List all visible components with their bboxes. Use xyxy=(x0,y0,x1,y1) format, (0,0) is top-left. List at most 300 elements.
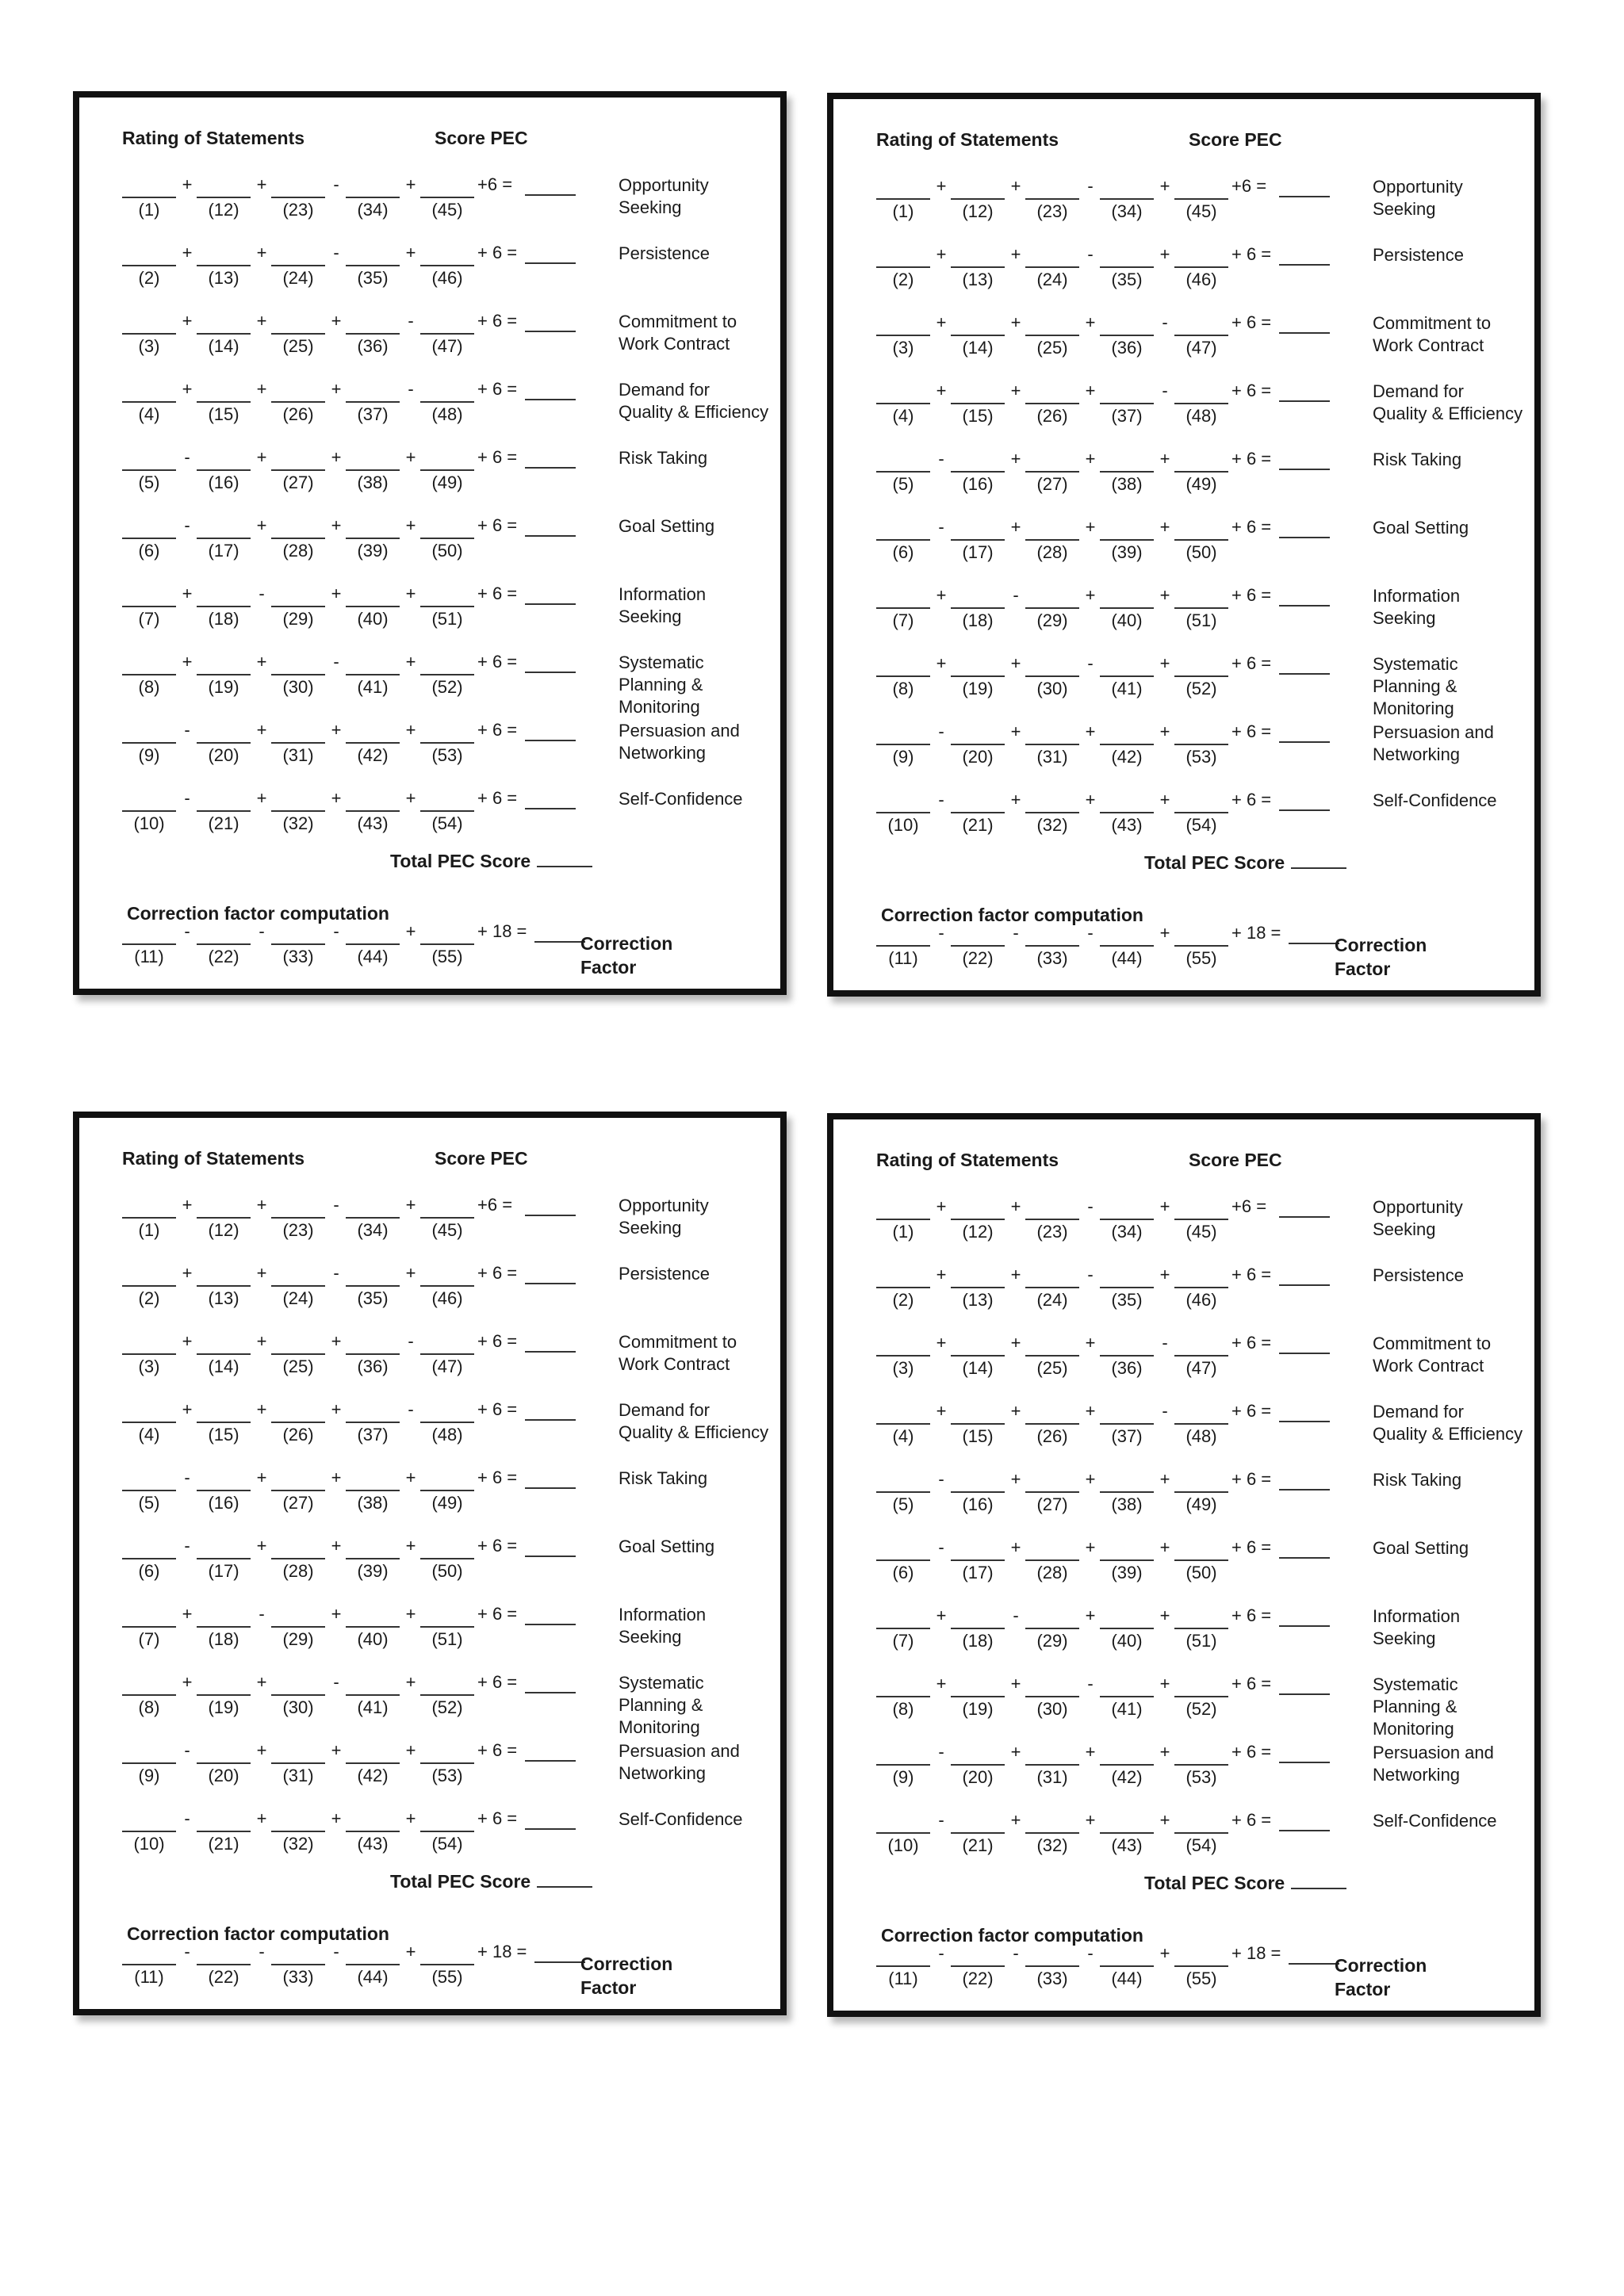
rating-blank-line[interactable] xyxy=(346,1762,400,1764)
rating-blank-line[interactable] xyxy=(1100,335,1154,336)
rating-blank-line[interactable] xyxy=(122,1694,176,1696)
rating-blank-line[interactable] xyxy=(1025,1423,1079,1425)
pec-score-blank[interactable] xyxy=(1279,673,1330,675)
rating-blank-line[interactable] xyxy=(1025,335,1079,336)
rating-blank-line[interactable] xyxy=(420,1762,474,1764)
statement-number: (30) xyxy=(1036,679,1068,698)
rating-blank-line[interactable] xyxy=(122,1353,176,1355)
rating-blank-line[interactable] xyxy=(876,1832,930,1834)
total-pec-score-blank[interactable] xyxy=(537,1872,592,1888)
statement-number: (42) xyxy=(1111,1767,1143,1787)
rating-blank-line[interactable] xyxy=(197,1490,251,1491)
rating-blank-line[interactable] xyxy=(346,1558,400,1559)
rating-blank-line[interactable] xyxy=(1174,266,1228,268)
pec-score-blank[interactable] xyxy=(525,740,576,741)
rating-blank-line[interactable] xyxy=(271,1285,325,1287)
rating-blank-line[interactable] xyxy=(876,539,930,541)
statement-number: (53) xyxy=(1185,1767,1217,1787)
pec-score-blank[interactable] xyxy=(525,672,576,673)
rating-blank-line[interactable] xyxy=(197,1558,251,1559)
rating-blank-line[interactable] xyxy=(951,1965,1005,1967)
rating-blank-line[interactable] xyxy=(951,1287,1005,1288)
rating-blank-line[interactable] xyxy=(197,606,251,607)
rating-blank-line[interactable] xyxy=(122,401,176,403)
rating-blank-line[interactable] xyxy=(951,1219,1005,1220)
pec-score-blank[interactable] xyxy=(525,331,576,332)
rating-blank-line[interactable] xyxy=(876,1696,930,1697)
rating-blank-line[interactable] xyxy=(1025,675,1079,677)
rating-blank-line[interactable] xyxy=(951,1696,1005,1697)
rating-blank-line[interactable] xyxy=(1025,1696,1079,1697)
rating-blank-line[interactable] xyxy=(876,335,930,336)
rating-blank-line[interactable] xyxy=(1174,1219,1228,1220)
rating-blank-line[interactable] xyxy=(951,1355,1005,1357)
pec-score-blank[interactable] xyxy=(1279,1762,1330,1763)
rating-blank-line[interactable] xyxy=(951,471,1005,473)
rating-blank-line[interactable] xyxy=(420,469,474,471)
rating-blank-line[interactable] xyxy=(346,810,400,812)
operator-sign: - xyxy=(408,1331,414,1351)
correction-factor-blank[interactable] xyxy=(1289,943,1339,944)
rating-blank-line[interactable] xyxy=(1174,744,1228,745)
statement-number: (9) xyxy=(138,745,160,765)
pec-score-blank[interactable] xyxy=(1279,332,1330,334)
rating-blank-line[interactable] xyxy=(951,1423,1005,1425)
rating-blank-line[interactable] xyxy=(1025,1287,1079,1288)
rating-blank-line[interactable] xyxy=(197,401,251,403)
pec-score-blank[interactable] xyxy=(525,1487,576,1489)
competency-label-line: Information xyxy=(619,1605,707,1624)
rating-blank-line[interactable] xyxy=(1025,1559,1079,1561)
rating-blank-line[interactable] xyxy=(1174,812,1228,813)
rating-blank-line[interactable] xyxy=(197,538,251,539)
rating-blank-line[interactable] xyxy=(1174,1491,1228,1493)
rating-blank-line[interactable] xyxy=(951,539,1005,541)
rating-blank-line[interactable] xyxy=(197,197,251,198)
rating-blank-line[interactable] xyxy=(346,1353,400,1355)
rating-blank-line[interactable] xyxy=(876,1423,930,1425)
rating-blank-line[interactable] xyxy=(197,943,251,945)
rating-blank-line[interactable] xyxy=(876,471,930,473)
pec-score-blank[interactable] xyxy=(525,262,576,264)
rating-blank-line[interactable] xyxy=(1100,403,1154,404)
rating-blank-line[interactable] xyxy=(197,265,251,266)
rating-blank-line[interactable] xyxy=(1100,812,1154,813)
rating-blank-line[interactable] xyxy=(197,1762,251,1764)
rating-blank-line[interactable] xyxy=(346,1694,400,1696)
rating-blank-line[interactable] xyxy=(346,1831,400,1832)
rating-blank-line[interactable] xyxy=(876,403,930,404)
rating-blank-line[interactable] xyxy=(271,1626,325,1628)
pec-score-blank[interactable] xyxy=(525,1692,576,1693)
pec-score-blank[interactable] xyxy=(525,1556,576,1557)
rating-blank-line[interactable] xyxy=(346,1422,400,1423)
constant-addend: + 6 = xyxy=(477,379,518,399)
rating-blank-line[interactable] xyxy=(420,333,474,335)
rating-blank-line[interactable] xyxy=(197,1694,251,1696)
rating-blank-line[interactable] xyxy=(420,606,474,607)
rating-blank-line[interactable] xyxy=(951,675,1005,677)
rating-blank-line[interactable] xyxy=(951,1491,1005,1493)
pec-score-blank[interactable] xyxy=(1279,809,1330,811)
rating-blank-line[interactable] xyxy=(346,1490,400,1491)
operator-sign: + xyxy=(256,1672,267,1692)
rating-blank-line[interactable] xyxy=(1025,1491,1079,1493)
rating-blank-line[interactable] xyxy=(271,265,325,266)
rating-blank-line[interactable] xyxy=(1025,198,1079,200)
pec-score-blank[interactable] xyxy=(1279,1489,1330,1490)
rating-blank-line[interactable] xyxy=(420,1964,474,1965)
rating-blank-line[interactable] xyxy=(1174,1696,1228,1697)
rating-blank-line[interactable] xyxy=(122,538,176,539)
pec-score-blank[interactable] xyxy=(525,1760,576,1762)
total-pec-score-blank[interactable] xyxy=(1291,1873,1346,1889)
rating-blank-line[interactable] xyxy=(420,943,474,945)
rating-blank-line[interactable] xyxy=(122,943,176,945)
rating-blank-line[interactable] xyxy=(1100,1696,1154,1697)
rating-blank-line[interactable] xyxy=(122,810,176,812)
rating-blank-line[interactable] xyxy=(951,1764,1005,1766)
pec-score-blank[interactable] xyxy=(525,194,576,196)
score-formula-row xyxy=(122,1327,788,1383)
rating-blank-line[interactable] xyxy=(346,1626,400,1628)
statement-number: (43) xyxy=(357,1834,389,1854)
rating-blank-line[interactable] xyxy=(420,1831,474,1832)
rating-blank-line[interactable] xyxy=(346,943,400,945)
rating-blank-line[interactable] xyxy=(1100,675,1154,677)
rating-blank-line[interactable] xyxy=(1025,1965,1079,1967)
rating-blank-line[interactable] xyxy=(420,1422,474,1423)
rating-blank-line[interactable] xyxy=(197,1353,251,1355)
rating-blank-line[interactable] xyxy=(1174,1628,1228,1629)
pec-score-blank[interactable] xyxy=(1279,605,1330,607)
rating-blank-line[interactable] xyxy=(122,1964,176,1965)
rating-blank-line[interactable] xyxy=(1025,607,1079,609)
rating-blank-line[interactable] xyxy=(197,1217,251,1219)
rating-blank-line[interactable] xyxy=(420,742,474,744)
rating-blank-line[interactable] xyxy=(271,1490,325,1491)
rating-blank-line[interactable] xyxy=(271,606,325,607)
rating-blank-line[interactable] xyxy=(420,674,474,675)
rating-blank-line[interactable] xyxy=(1174,1287,1228,1288)
rating-blank-line[interactable] xyxy=(951,607,1005,609)
rating-blank-line[interactable] xyxy=(1100,1491,1154,1493)
total-pec-score-blank[interactable] xyxy=(537,851,592,867)
correction-factor-blank[interactable] xyxy=(534,1961,585,1963)
competency-label-line: Persuasion and xyxy=(1373,722,1494,742)
correction-factor-blank[interactable] xyxy=(1289,1963,1339,1965)
pec-score-blank[interactable] xyxy=(525,535,576,537)
rating-blank-line[interactable] xyxy=(876,812,930,813)
pec-score-blank[interactable] xyxy=(1279,1421,1330,1422)
rating-blank-line[interactable] xyxy=(951,945,1005,947)
rating-blank-line[interactable] xyxy=(1174,1764,1228,1766)
rating-blank-line[interactable] xyxy=(346,538,400,539)
pec-score-blank[interactable] xyxy=(1279,1216,1330,1218)
rating-blank-line[interactable] xyxy=(1100,1764,1154,1766)
rating-blank-line[interactable] xyxy=(271,401,325,403)
pec-score-blank[interactable] xyxy=(525,1828,576,1830)
rating-blank-line[interactable] xyxy=(420,197,474,198)
rating-blank-line[interactable] xyxy=(1100,1832,1154,1834)
rating-blank-line[interactable] xyxy=(271,538,325,539)
rating-blank-line[interactable] xyxy=(271,333,325,335)
rating-blank-line[interactable] xyxy=(1174,1355,1228,1357)
pec-score-blank[interactable] xyxy=(1279,1625,1330,1627)
rating-blank-line[interactable] xyxy=(271,1762,325,1764)
rating-blank-line[interactable] xyxy=(271,810,325,812)
rating-blank-line[interactable] xyxy=(420,1490,474,1491)
rating-blank-line[interactable] xyxy=(197,469,251,471)
rating-blank-line[interactable] xyxy=(197,1831,251,1832)
rating-blank-line[interactable] xyxy=(876,1628,930,1629)
pec-score-blank[interactable] xyxy=(1279,1830,1330,1831)
operator-sign: - xyxy=(184,447,190,467)
pec-score-blank[interactable] xyxy=(525,1283,576,1284)
rating-blank-line[interactable] xyxy=(197,333,251,335)
rating-blank-line[interactable] xyxy=(876,607,930,609)
rating-blank-line[interactable] xyxy=(346,674,400,675)
rating-blank-line[interactable] xyxy=(1100,607,1154,609)
rating-blank-line[interactable] xyxy=(951,403,1005,404)
correction-factor-label xyxy=(1335,933,1427,981)
pec-score-blank[interactable] xyxy=(525,467,576,469)
operator-sign: - xyxy=(184,1808,190,1828)
competency-label-line: Self-Confidence xyxy=(619,1809,743,1829)
pec-score-blank[interactable] xyxy=(1279,741,1330,743)
rating-blank-line[interactable] xyxy=(346,742,400,744)
operator-sign: + xyxy=(182,1195,193,1215)
rating-blank-line[interactable] xyxy=(271,1694,325,1696)
rating-blank-line[interactable] xyxy=(122,1831,176,1832)
pec-score-blank[interactable] xyxy=(1279,1557,1330,1559)
rating-blank-line[interactable] xyxy=(420,401,474,403)
rating-blank-line[interactable] xyxy=(122,197,176,198)
rating-blank-line[interactable] xyxy=(197,674,251,675)
rating-blank-line[interactable] xyxy=(876,1764,930,1766)
rating-blank-line[interactable] xyxy=(346,469,400,471)
rating-blank-line[interactable] xyxy=(122,1285,176,1287)
rating-blank-line[interactable] xyxy=(1025,812,1079,813)
rating-blank-line[interactable] xyxy=(1174,471,1228,473)
rating-blank-line[interactable] xyxy=(1174,607,1228,609)
operator-sign: + xyxy=(331,1331,342,1351)
rating-blank-line[interactable] xyxy=(1100,1219,1154,1220)
pec-score-blank[interactable] xyxy=(525,1624,576,1625)
rating-blank-line[interactable] xyxy=(1100,1965,1154,1967)
rating-blank-line[interactable] xyxy=(122,265,176,266)
correction-factor-label-line: Correction xyxy=(580,933,673,954)
rating-blank-line[interactable] xyxy=(951,335,1005,336)
rating-blank-line[interactable] xyxy=(420,1558,474,1559)
constant-addend: + 6 = xyxy=(1231,1265,1272,1284)
rating-blank-line[interactable] xyxy=(420,810,474,812)
score-formula-row xyxy=(876,649,1542,718)
rating-blank-line[interactable] xyxy=(1025,266,1079,268)
rating-blank-line[interactable] xyxy=(1174,1832,1228,1834)
rating-blank-line[interactable] xyxy=(1100,1287,1154,1288)
rating-blank-line[interactable] xyxy=(951,198,1005,200)
rating-blank-line[interactable] xyxy=(1100,744,1154,745)
pec-score-blank[interactable] xyxy=(525,1215,576,1216)
rating-blank-line[interactable] xyxy=(271,674,325,675)
pec-competency-label xyxy=(619,1536,714,1558)
rating-blank-line[interactable] xyxy=(122,674,176,675)
statement-number: (38) xyxy=(357,1493,389,1513)
rating-blank-line[interactable] xyxy=(1174,945,1228,947)
rating-blank-line[interactable] xyxy=(876,266,930,268)
rating-blank-line[interactable] xyxy=(876,744,930,745)
pec-score-blank[interactable] xyxy=(525,399,576,400)
rating-blank-line[interactable] xyxy=(122,1762,176,1764)
correction-factor-label-line: Correction xyxy=(1335,1955,1427,1976)
rating-blank-line[interactable] xyxy=(1025,744,1079,745)
rating-blank-line[interactable] xyxy=(271,1217,325,1219)
statement-number: (47) xyxy=(431,1357,463,1376)
rating-blank-line[interactable] xyxy=(346,1964,400,1965)
pec-score-blank[interactable] xyxy=(1279,537,1330,538)
rating-blank-line[interactable] xyxy=(271,1422,325,1423)
rating-blank-line[interactable] xyxy=(1025,1764,1079,1766)
rating-blank-line[interactable] xyxy=(420,538,474,539)
statement-number: (17) xyxy=(208,1561,239,1581)
rating-blank-line[interactable] xyxy=(1100,1559,1154,1561)
rating-blank-line[interactable] xyxy=(876,198,930,200)
rating-blank-line[interactable] xyxy=(1025,1219,1079,1220)
rating-blank-line[interactable] xyxy=(876,1355,930,1357)
pec-score-blank[interactable] xyxy=(1279,196,1330,197)
pec-score-blank[interactable] xyxy=(1279,1353,1330,1354)
rating-blank-line[interactable] xyxy=(876,1287,930,1288)
rating-blank-line[interactable] xyxy=(951,744,1005,745)
rating-blank-line[interactable] xyxy=(197,1964,251,1965)
constant-addend: +6 = xyxy=(1231,1196,1267,1216)
total-pec-score-blank[interactable] xyxy=(1291,853,1346,869)
rating-blank-line[interactable] xyxy=(951,1559,1005,1561)
rating-blank-line[interactable] xyxy=(951,266,1005,268)
rating-blank-line[interactable] xyxy=(1100,266,1154,268)
rating-blank-line[interactable] xyxy=(420,1626,474,1628)
operator-sign: + xyxy=(1159,244,1170,264)
rating-blank-line[interactable] xyxy=(1100,945,1154,947)
pec-score-blank[interactable] xyxy=(1279,400,1330,402)
correction-factor-blank[interactable] xyxy=(534,941,585,943)
rating-blank-line[interactable] xyxy=(271,943,325,945)
rating-blank-line[interactable] xyxy=(951,812,1005,813)
rating-blank-line[interactable] xyxy=(1174,335,1228,336)
rating-blank-line[interactable] xyxy=(876,945,930,947)
rating-blank-line[interactable] xyxy=(420,1217,474,1219)
rating-blank-line[interactable] xyxy=(876,1965,930,1967)
competency-label-line: Planning & Monitoring xyxy=(1373,676,1457,718)
pec-score-blank[interactable] xyxy=(1279,264,1330,266)
operator-sign: - xyxy=(1087,1196,1094,1216)
rating-blank-line[interactable] xyxy=(1100,1628,1154,1629)
rating-blank-line[interactable] xyxy=(271,1831,325,1832)
rating-blank-line[interactable] xyxy=(1174,1559,1228,1561)
rating-blank-line[interactable] xyxy=(122,1626,176,1628)
rating-blank-line[interactable] xyxy=(1100,471,1154,473)
rating-blank-line[interactable] xyxy=(271,1353,325,1355)
pec-score-blank[interactable] xyxy=(525,1351,576,1353)
pec-score-blank[interactable] xyxy=(1279,1693,1330,1695)
statement-number: (49) xyxy=(431,473,463,492)
rating-blank-line[interactable] xyxy=(122,1558,176,1559)
rating-blank-line[interactable] xyxy=(1025,1832,1079,1834)
rating-blank-line[interactable] xyxy=(876,1491,930,1493)
rating-blank-line[interactable] xyxy=(876,675,930,677)
rating-blank-line[interactable] xyxy=(420,1694,474,1696)
statement-number: (16) xyxy=(208,1493,239,1513)
rating-blank-line[interactable] xyxy=(876,1219,930,1220)
rating-blank-line[interactable] xyxy=(1100,539,1154,541)
rating-blank-line[interactable] xyxy=(1100,1423,1154,1425)
rating-blank-line[interactable] xyxy=(346,1285,400,1287)
rating-blank-line[interactable] xyxy=(271,197,325,198)
rating-blank-line[interactable] xyxy=(1025,1628,1079,1629)
pec-score-blank[interactable] xyxy=(1279,469,1330,470)
rating-blank-line[interactable] xyxy=(122,333,176,335)
rating-blank-line[interactable] xyxy=(1174,675,1228,677)
rating-blank-line[interactable] xyxy=(197,810,251,812)
rating-blank-line[interactable] xyxy=(346,265,400,266)
rating-blank-line[interactable] xyxy=(346,197,400,198)
constant-addend: + 6 = xyxy=(477,788,518,808)
rating-blank-line[interactable] xyxy=(420,1285,474,1287)
rating-blank-line[interactable] xyxy=(1174,198,1228,200)
rating-blank-line[interactable] xyxy=(197,1285,251,1287)
rating-blank-line[interactable] xyxy=(1174,1965,1228,1967)
rating-blank-line[interactable] xyxy=(197,1626,251,1628)
rating-blank-line[interactable] xyxy=(122,1217,176,1219)
rating-blank-line[interactable] xyxy=(420,265,474,266)
rating-blank-line[interactable] xyxy=(876,1559,930,1561)
pec-score-blank[interactable] xyxy=(525,808,576,809)
rating-blank-line[interactable] xyxy=(346,606,400,607)
rating-blank-line[interactable] xyxy=(122,606,176,607)
pec-score-blank[interactable] xyxy=(525,603,576,605)
rating-blank-line[interactable] xyxy=(1100,198,1154,200)
rating-blank-line[interactable] xyxy=(1100,1355,1154,1357)
rating-blank-line[interactable] xyxy=(1025,539,1079,541)
rating-blank-line[interactable] xyxy=(271,742,325,744)
rating-blank-line[interactable] xyxy=(271,469,325,471)
rating-blank-line[interactable] xyxy=(197,742,251,744)
rating-blank-line[interactable] xyxy=(951,1832,1005,1834)
pec-score-blank[interactable] xyxy=(525,1419,576,1421)
rating-blank-line[interactable] xyxy=(1174,403,1228,404)
rating-blank-line[interactable] xyxy=(271,1558,325,1559)
rating-blank-line[interactable] xyxy=(1025,945,1079,947)
rating-blank-line[interactable] xyxy=(122,742,176,744)
rating-blank-line[interactable] xyxy=(420,1353,474,1355)
rating-blank-line[interactable] xyxy=(1025,471,1079,473)
rating-blank-line[interactable] xyxy=(122,469,176,471)
rating-blank-line[interactable] xyxy=(1025,403,1079,404)
rating-blank-line[interactable] xyxy=(1174,539,1228,541)
rating-blank-line[interactable] xyxy=(951,1628,1005,1629)
pec-score-blank[interactable] xyxy=(1279,1284,1330,1286)
rating-blank-line[interactable] xyxy=(1174,1423,1228,1425)
rating-blank-line[interactable] xyxy=(346,1217,400,1219)
rating-blank-line[interactable] xyxy=(197,1422,251,1423)
rating-blank-line[interactable] xyxy=(122,1422,176,1423)
rating-blank-line[interactable] xyxy=(346,401,400,403)
rating-blank-line[interactable] xyxy=(1025,1355,1079,1357)
rating-blank-line[interactable] xyxy=(122,1490,176,1491)
rating-blank-line[interactable] xyxy=(271,1964,325,1965)
rating-blank-line[interactable] xyxy=(346,333,400,335)
